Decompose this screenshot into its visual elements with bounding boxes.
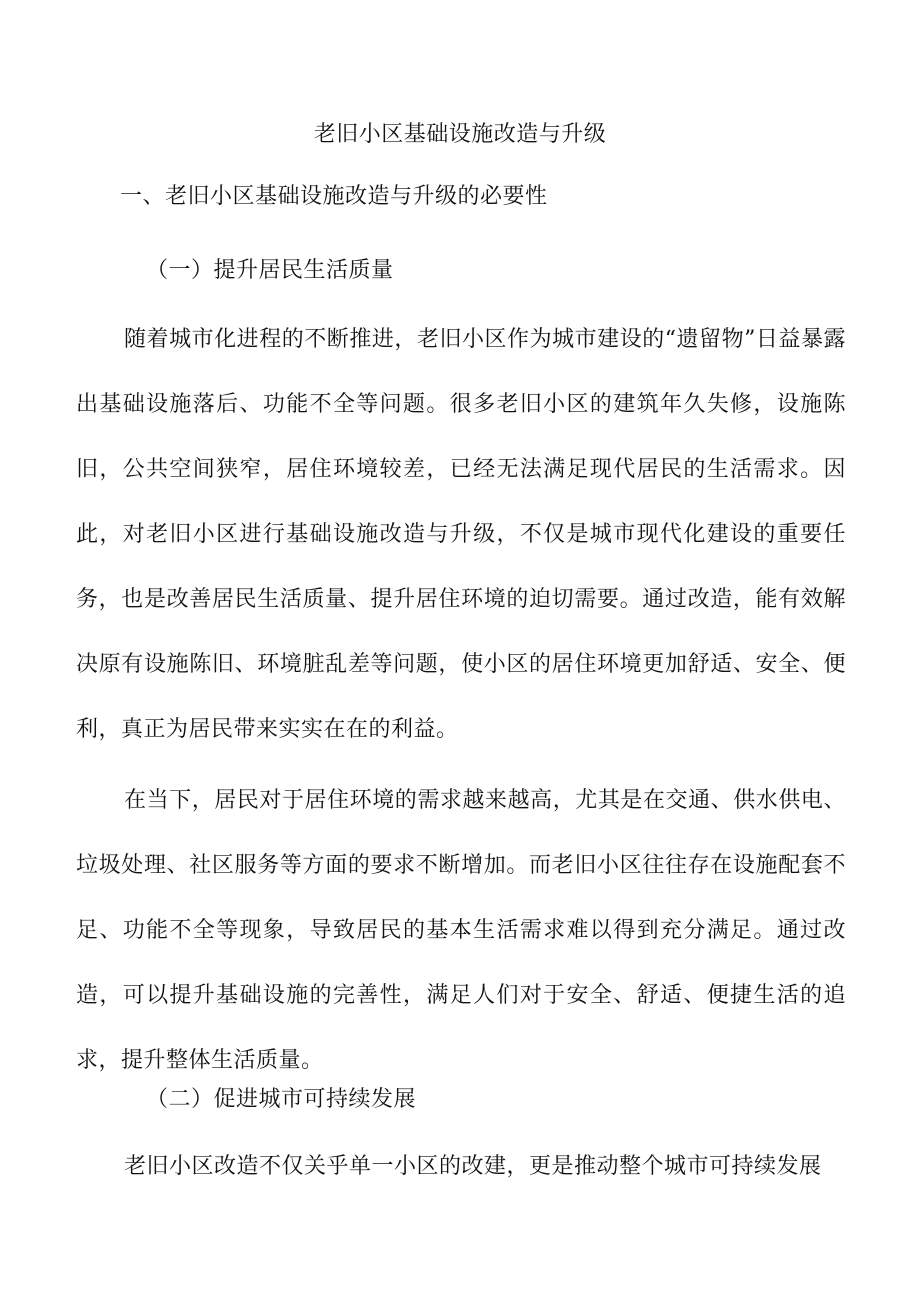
- paragraph-2: 在当下，居民对于居住环境的需求越来越高，尤其是在交通、供水供电、垃圾处理、社区服务等方面的要求不断增加。而老旧小区往往存在设施配套不足、功能不全等现象，导致居民的基本生活需求难以得到充分满足。通过改造，可以提升基础设施的完善性，满足人们对于安全、舒适、便捷生活的追求，提升整体生活质量。: [76, 788, 846, 1073]
- section-heading: 一、老旧小区基础设施改造与升级的必要性: [120, 184, 548, 209]
- subsection-heading-1: （一）提升居民生活质量: [146, 258, 394, 283]
- paragraph-1: 随着城市化进程的不断推进，老旧小区作为城市建设的“遗留物”日益暴露出基础设施落后、功能不全等问题。很多老旧小区的建筑年久失修，设施陈旧，公共空间狭窄，居住环境较差，已经无法满足现代居民的生活需求。因此，对老旧小区进行基础设施改造与升级，不仅是城市现代化建设的重要任务，也是改善居民生活质量、提升居住环境的迫切需要。通过改造，能有效解决原有设施陈旧、环境脏乱差等问题，使小区的居住环境更加舒适、安全、便利，真正为居民带来实实在在的利益。: [76, 327, 846, 742]
- paragraph-3: 老旧小区改造不仅关乎单一小区的改建，更是推动整个城市可持续发展: [124, 1154, 822, 1179]
- document-title: 老旧小区基础设施改造与升级: [313, 122, 607, 147]
- subsection-heading-2: （二）促进城市可持续发展: [146, 1087, 417, 1112]
